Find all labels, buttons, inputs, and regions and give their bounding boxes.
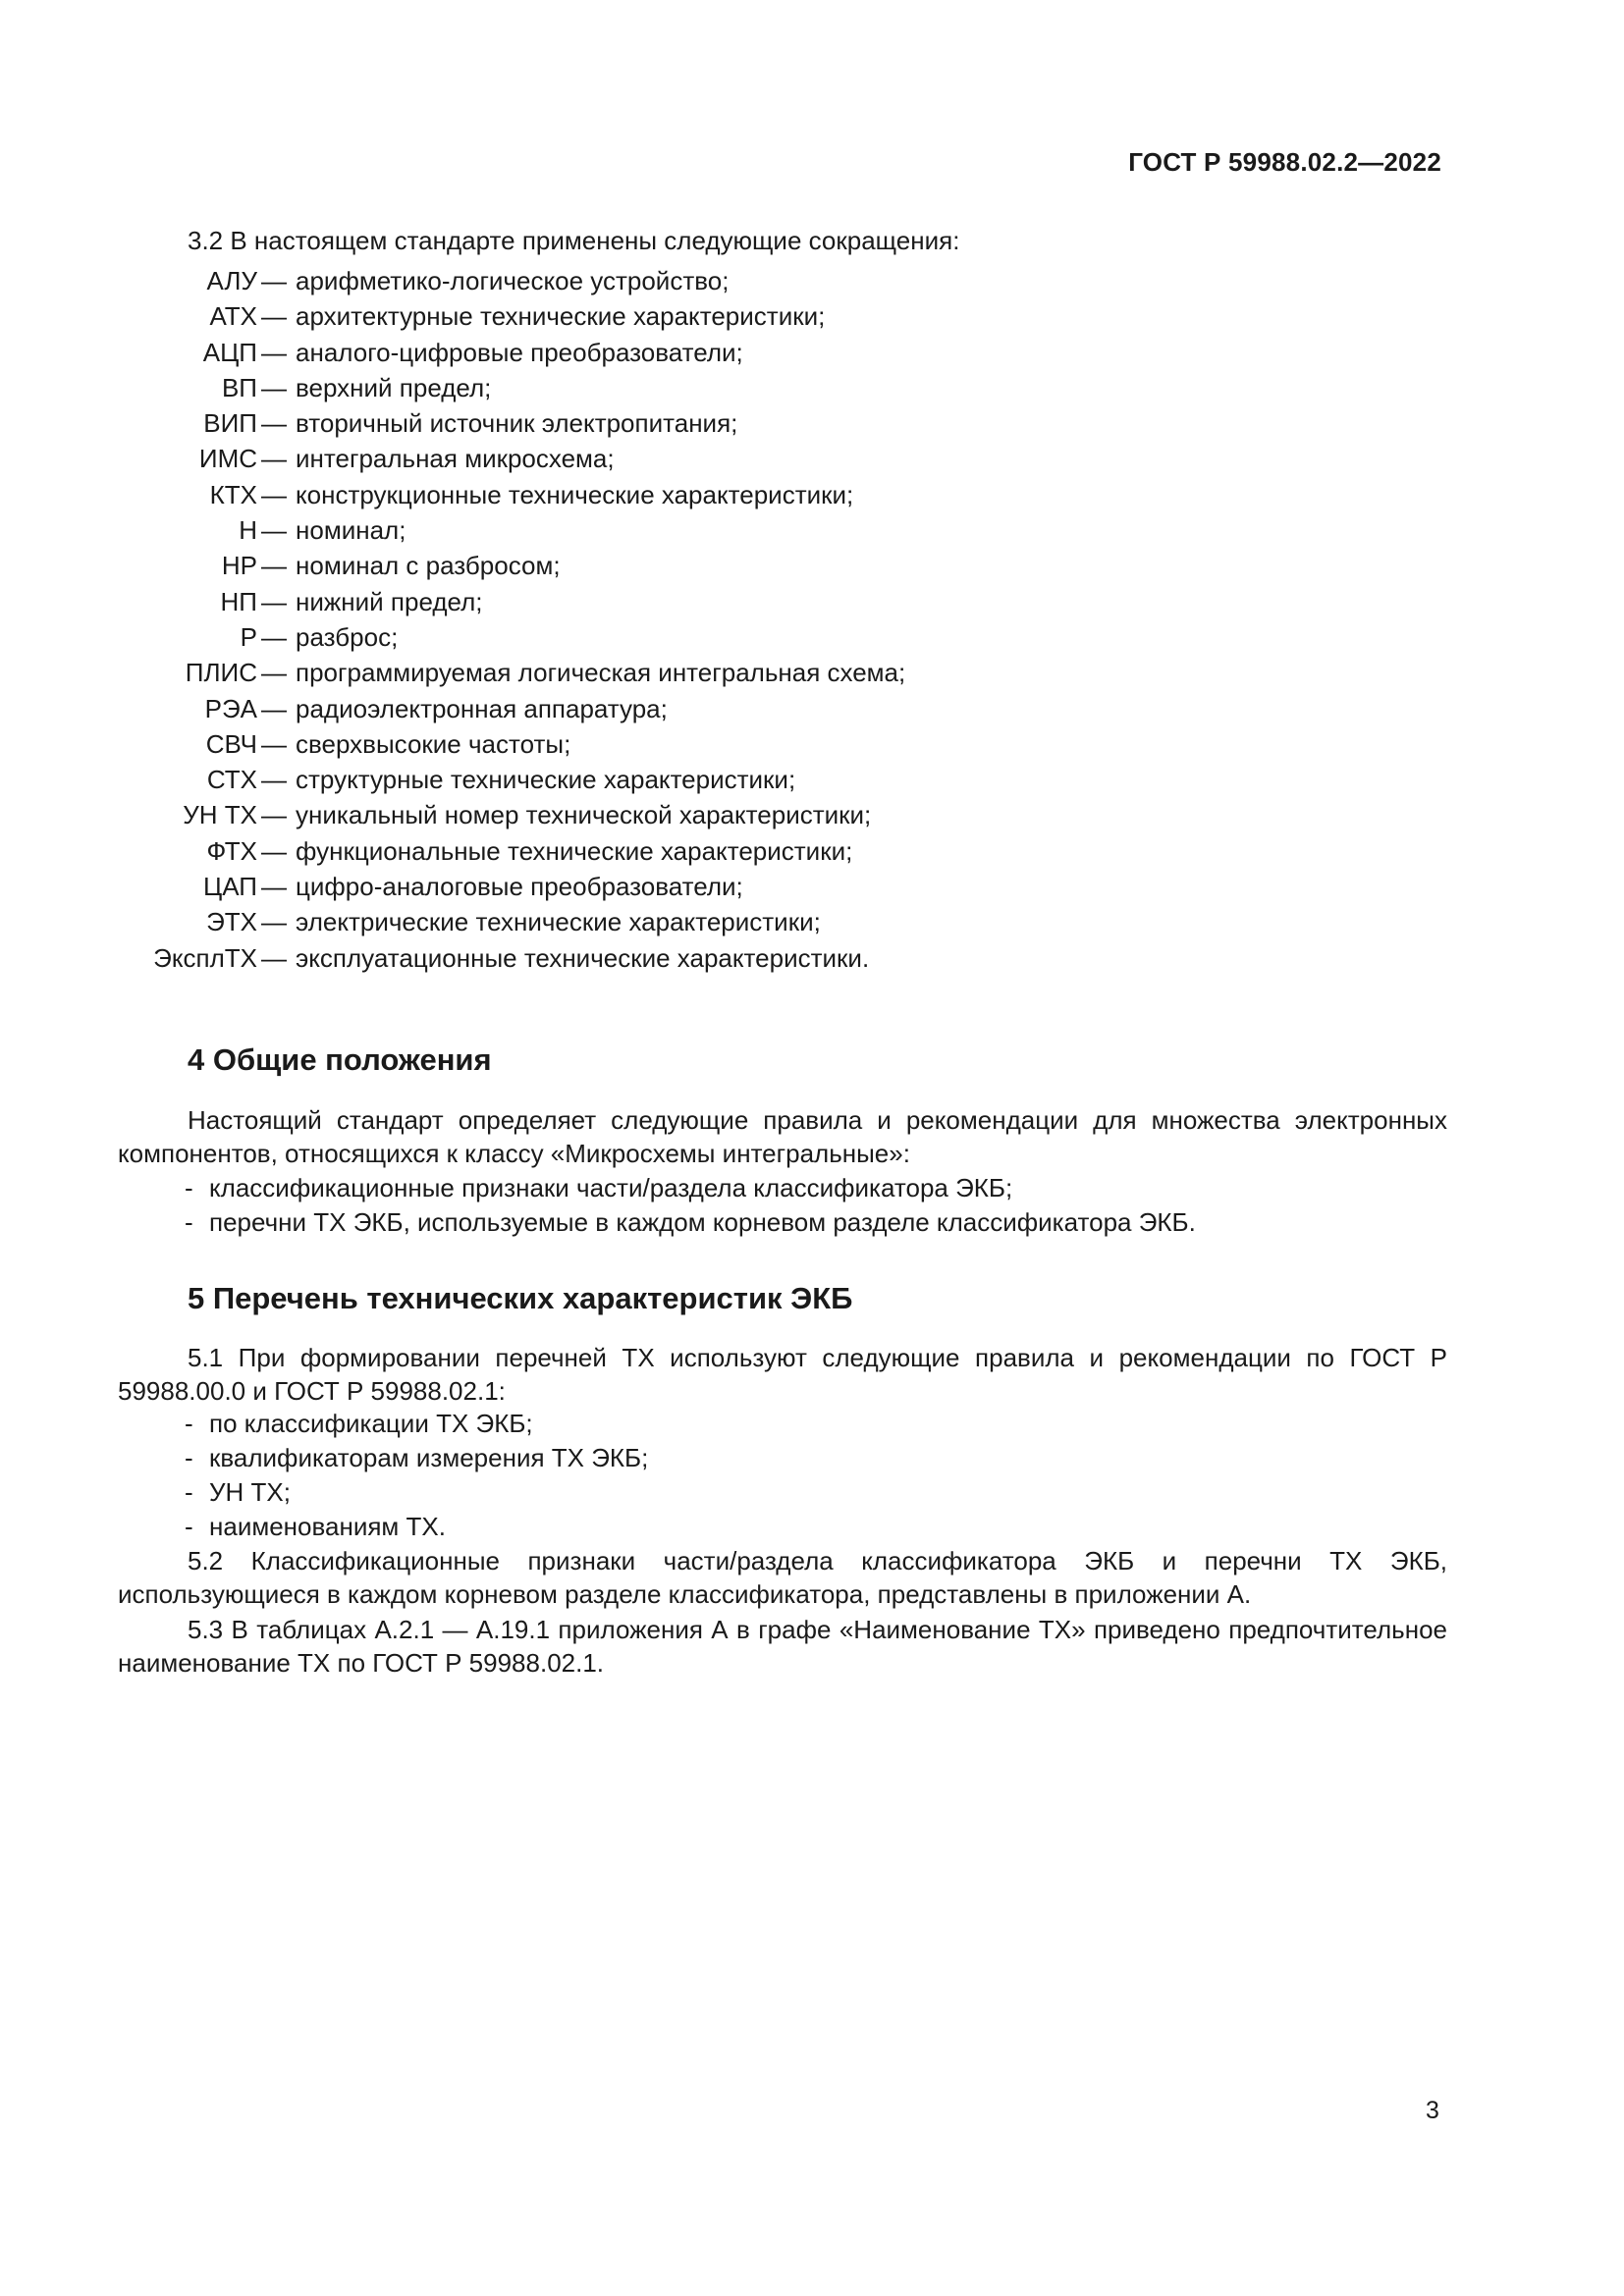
abbreviation-row — [0, 726, 1624, 762]
document-code-header: ГОСТ Р 59988.02.2—2022 — [1128, 147, 1441, 177]
abbreviation-dash: — — [261, 942, 287, 973]
abbreviation-definition: архитектурные технические характеристики; — [296, 301, 826, 332]
abbreviation-dash: — — [261, 586, 287, 616]
abbreviation-dash: — — [261, 800, 287, 830]
bullet-text: УН ТХ; — [209, 1477, 291, 1507]
abbreviation-term: ВИП — [203, 408, 257, 439]
abbreviation-definition: номинал; — [296, 515, 406, 546]
bullet-mark: - — [185, 1443, 193, 1472]
abbreviation-definition: структурные технические характеристики; — [296, 765, 796, 795]
abbreviation-dash: — — [261, 515, 287, 546]
abbreviation-term: НР — [221, 551, 257, 581]
abbreviation-definition: конструкционные технические характеристики; — [296, 479, 854, 509]
abbreviation-term: ЭТХ — [206, 907, 257, 937]
abbreviation-dash: — — [261, 337, 287, 367]
section-5-bullet — [185, 1512, 446, 1542]
section-4-bullet — [185, 1207, 1196, 1238]
abbreviation-term: УН ТХ — [183, 800, 257, 830]
abbreviation-dash: — — [261, 444, 287, 474]
abbreviation-row — [0, 619, 1624, 655]
abbreviation-dash: — — [261, 408, 287, 439]
section-5-paragraph-3 — [118, 1613, 1447, 1680]
abbreviation-definition: интегральная микросхема; — [296, 444, 615, 474]
abbreviation-row — [0, 655, 1624, 690]
abbreviation-row — [0, 405, 1624, 441]
bullet-mark: - — [185, 1409, 193, 1438]
abbreviation-definition: нижний предел; — [296, 586, 483, 616]
abbreviation-term: КТХ — [209, 479, 257, 509]
abbreviation-definition: программируемая логическая интегральная схема; — [296, 658, 906, 688]
section-4-bullet — [185, 1173, 1012, 1203]
bullet-text: наименованиям ТХ. — [209, 1512, 446, 1541]
section-4-title: 4 Общие положения — [188, 1042, 492, 1077]
abbreviation-definition: электрические технические характеристики; — [296, 907, 821, 937]
abbreviation-row — [0, 298, 1624, 334]
abbreviation-term: АЛУ — [206, 266, 257, 295]
abbreviation-definition: аналого-цифровые преобразователи; — [296, 337, 743, 367]
abbreviation-definition: радиоэлектронная аппаратура; — [296, 693, 668, 723]
abbreviation-row — [0, 512, 1624, 548]
abbreviation-dash: — — [261, 551, 287, 581]
bullet-mark: - — [185, 1512, 193, 1541]
bullet-text: перечни ТХ ЭКБ, используемые в каждом корневом разделе классификатора ЭКБ. — [209, 1207, 1196, 1237]
abbreviation-dash: — — [261, 693, 287, 723]
abbreviation-definition: верхний предел; — [296, 372, 492, 402]
abbreviation-row — [0, 441, 1624, 476]
abbreviation-definition: цифро-аналоговые преобразователи; — [296, 872, 743, 902]
abbreviations-list — [0, 263, 1624, 976]
abbreviation-dash: — — [261, 907, 287, 937]
abbreviation-dash: — — [261, 372, 287, 402]
section-5-paragraph-2 — [118, 1544, 1447, 1611]
section-5-bullet — [185, 1443, 648, 1473]
section-5-paragraph-1 — [118, 1341, 1447, 1408]
abbreviation-dash: — — [261, 621, 287, 652]
section-4-paragraph — [118, 1103, 1447, 1170]
abbreviation-term: СТХ — [206, 765, 257, 795]
abbreviation-term: ПЛИС — [185, 658, 257, 688]
abbreviation-row — [0, 548, 1624, 583]
abbreviation-definition: вторичный источник электропитания; — [296, 408, 738, 439]
abbreviation-row — [0, 370, 1624, 405]
abbreviation-term: АТХ — [209, 301, 257, 332]
abbreviation-term: ВП — [221, 372, 257, 402]
section-5-title: 5 Перечень технических характеристик ЭКБ — [188, 1281, 853, 1315]
abbreviation-definition: разброс; — [296, 621, 399, 652]
section-5-paragraph-3-text: 5.3 В таблицах А.2.1 — А.19.1 приложения А в графе «Наименование ТХ» приведено предпочтительное наименование ТХ по ГОСТ Р 59988.02.1. — [118, 1615, 1447, 1678]
abbreviations-intro: 3.2 В настоящем стандарте применены следующие сокращения: — [188, 226, 960, 255]
bullet-mark: - — [185, 1207, 193, 1237]
abbreviation-term: РЭА — [204, 693, 257, 723]
abbreviation-row — [0, 477, 1624, 512]
abbreviation-term: ЭксплТХ — [153, 942, 257, 973]
abbreviation-definition: эксплуатационные технические характеристики. — [296, 942, 870, 973]
abbreviation-row — [0, 762, 1624, 797]
abbreviation-term: ЦАП — [203, 872, 257, 902]
abbreviation-dash: — — [261, 479, 287, 509]
abbreviation-term: НП — [220, 586, 257, 616]
abbreviation-row — [0, 869, 1624, 904]
abbreviation-dash: — — [261, 872, 287, 902]
abbreviation-term: Н — [239, 515, 257, 546]
section-5-bullet — [185, 1477, 291, 1508]
bullet-mark: - — [185, 1173, 193, 1202]
abbreviation-term: АЦП — [202, 337, 257, 367]
abbreviation-dash: — — [261, 765, 287, 795]
section-5-paragraph-1-text: 5.1 При формировании перечней ТХ используют следующие правила и рекомендации по ГОСТ Р 59988.00.0 и ГОСТ Р 59988.02.1: — [118, 1343, 1447, 1406]
bullet-text: по классификации ТХ ЭКБ; — [209, 1409, 533, 1438]
section-4-paragraph-text: Настоящий стандарт определяет следующие правила и рекомендации для множества электронных компонентов, относящихся к классу «Микросхемы интегральные»: — [118, 1105, 1447, 1168]
abbreviation-term: СВЧ — [205, 728, 257, 759]
section-5-paragraph-2-text: 5.2 Классификационные признаки части/раздела классификатора ЭКБ и перечни ТХ ЭКБ, использующиеся в каждом корневом разделе классификатора, представлены в приложении А. — [118, 1546, 1447, 1609]
bullet-text: классификационные признаки части/раздела классификатора ЭКБ; — [209, 1173, 1013, 1202]
abbreviation-definition: уникальный номер технической характеристики; — [296, 800, 872, 830]
bullet-mark: - — [185, 1477, 193, 1507]
abbreviation-definition: арифметико-логическое устройство; — [296, 266, 730, 295]
abbreviation-definition: номинал с разбросом; — [296, 551, 561, 581]
abbreviation-dash: — — [261, 728, 287, 759]
abbreviation-dash: — — [261, 835, 287, 866]
abbreviation-row — [0, 335, 1624, 370]
abbreviation-row — [0, 584, 1624, 619]
abbreviation-row — [0, 904, 1624, 939]
abbreviation-dash: — — [261, 301, 287, 332]
abbreviation-row — [0, 263, 1624, 298]
abbreviation-dash: — — [261, 266, 287, 295]
abbreviation-row — [0, 833, 1624, 869]
bullet-text: квалификаторам измерения ТХ ЭКБ; — [209, 1443, 649, 1472]
abbreviation-term: ИМС — [198, 444, 257, 474]
abbreviation-row — [0, 797, 1624, 832]
abbreviation-term: ФТХ — [206, 835, 257, 866]
abbreviation-term: Р — [240, 621, 257, 652]
section-5-bullet — [185, 1409, 533, 1439]
abbreviation-dash: — — [261, 658, 287, 688]
abbreviation-row — [0, 691, 1624, 726]
abbreviation-definition: сверхвысокие частоты; — [296, 728, 571, 759]
page-number: 3 — [1426, 2097, 1439, 2124]
abbreviation-definition: функциональные технические характеристики; — [296, 835, 853, 866]
abbreviation-row — [0, 940, 1624, 976]
